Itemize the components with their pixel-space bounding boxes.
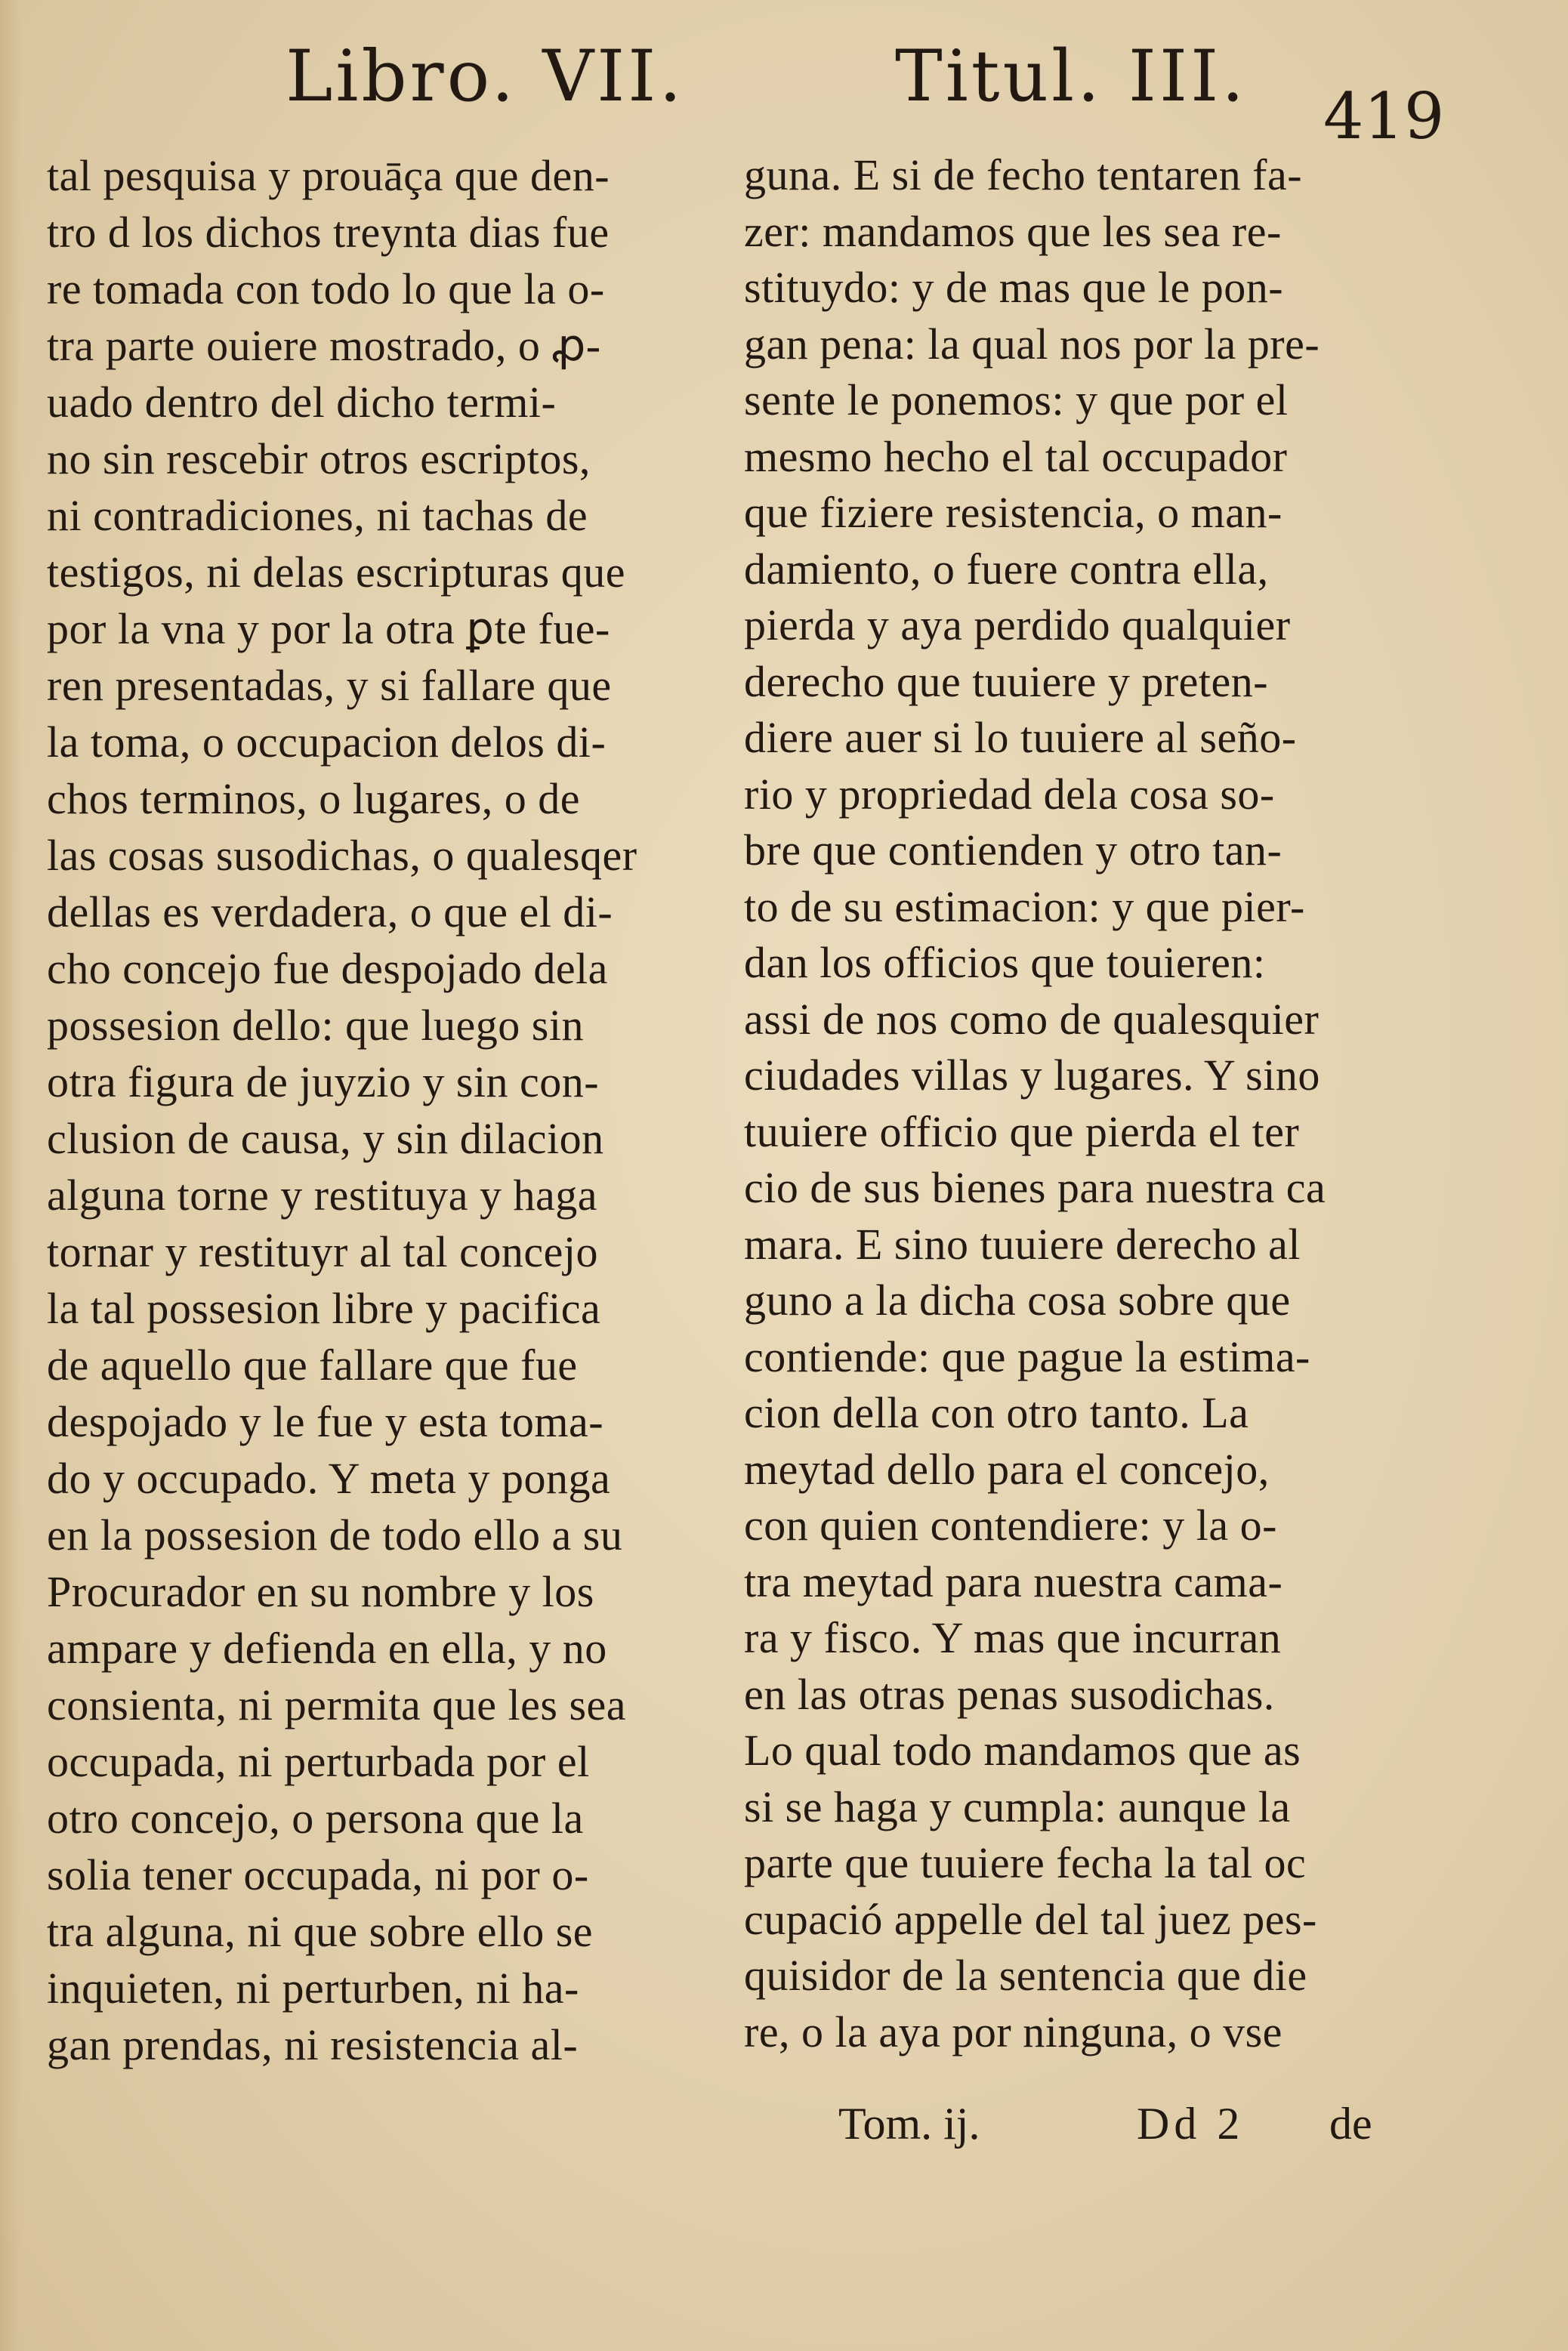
text-line: pierda y aya perdido qualquier: [744, 600, 1291, 649]
text-line: uado dentro del dicho termi-: [47, 378, 557, 427]
text-line: guno a la dicha cosa sobre que: [744, 1276, 1291, 1325]
text-line: si se haga y cumpla: aunque la: [744, 1782, 1291, 1831]
text-line: guna. E si de fecho tentaren fa-: [744, 150, 1303, 199]
text-line: otro concejo, o persona que la: [47, 1794, 584, 1843]
text-line: sente le ponemos: y que por el: [744, 375, 1289, 424]
text-line: bre que contienden y otro tan-: [744, 825, 1282, 875]
text-line: las cosas susodichas, o qualesqer: [47, 831, 637, 880]
text-line: por la vna y por la otra ꝑte fue-: [47, 604, 610, 653]
text-line: solia tener occupada, ni por o-: [47, 1850, 589, 1899]
text-line: chos terminos, o lugares, o de: [47, 774, 581, 823]
text-line: to de su estimacion: y que pier-: [744, 881, 1305, 931]
text-line: cio de sus bienes para nuestra ca: [744, 1163, 1326, 1212]
text-line: cho concejo fue despojado dela: [47, 944, 608, 993]
footer-signature: Dd 2: [1137, 2099, 1245, 2149]
text-line: gan prendas, ni resistencia al-: [47, 2020, 579, 2069]
text-column-left: [47, 147, 696, 2073]
text-line: derecho que tuuiere y preten-: [744, 656, 1269, 706]
text-line: damiento, o fuere contra ella,: [744, 544, 1269, 594]
running-head-book: Libro. VII.: [286, 35, 685, 118]
text-line: con quien contendiere: y la o-: [744, 1501, 1277, 1550]
text-line: tuuiere officio que pierda el ter: [744, 1106, 1300, 1156]
text-line: zer: mandamos que les sea re-: [744, 206, 1282, 256]
text-line: mesmo hecho el tal occupador: [744, 431, 1288, 481]
text-line: en las otras penas susodichas.: [744, 1669, 1275, 1719]
text-line: tornar y restituyr al tal concejo: [47, 1227, 598, 1276]
text-line: ampare y defienda en ella, y no: [47, 1624, 607, 1673]
text-line: que fiziere resistencia, o man-: [744, 488, 1282, 537]
text-line: gan pena: la qual nos por la pre-: [744, 319, 1320, 369]
text-line: en la possesion de todo ello a su: [47, 1510, 623, 1560]
text-line: tra meytad para nuestra cama-: [744, 1557, 1283, 1606]
text-line: cupació appelle del tal juez pes-: [744, 1894, 1317, 1944]
text-line: dellas es verdadera, o que el di-: [47, 887, 613, 936]
text-line: alguna torne y restituya y haga: [47, 1171, 597, 1220]
page-number: 419: [1323, 79, 1445, 153]
text-line: stituydo: y de mas que le pon-: [744, 263, 1284, 312]
text-line: no sin rescebir otros escriptos,: [47, 434, 591, 483]
text-column-right: [744, 147, 1428, 2060]
text-line: re, o la aya por ninguna, o vse: [744, 2007, 1282, 2056]
text-line: tra alguna, ni que sobre ello se: [47, 1907, 594, 1956]
text-line: ren presentadas, y si fallare que: [47, 661, 612, 710]
text-line: la tal possesion libre y pacifica: [47, 1284, 601, 1333]
text-line: occupada, ni perturbada por el: [47, 1737, 590, 1786]
footer-volume: Tom. ij.: [838, 2099, 980, 2149]
text-line: despojado y le fue y esta toma-: [47, 1397, 604, 1446]
footer-catchword: de: [1329, 2099, 1372, 2149]
text-line: testigos, ni delas escripturas que: [47, 548, 625, 597]
text-line: meytad dello para el concejo,: [744, 1444, 1270, 1494]
running-head-title: Titul. III.: [895, 35, 1248, 118]
text-line: contiende: que pague la estima-: [744, 1331, 1310, 1381]
text-line: mara. E sino tuuiere derecho al: [744, 1219, 1301, 1269]
text-line: clusion de causa, y sin dilacion: [47, 1114, 604, 1163]
text-line: dan los officios que touieren:: [744, 938, 1266, 987]
text-line: Procurador en su nombre y los: [47, 1567, 594, 1616]
text-line: consienta, ni permita que les sea: [47, 1680, 627, 1729]
text-line: tra parte ouiere mostrado, o ꝓ-: [47, 321, 601, 370]
text-line: do y occupado. Y meta y ponga: [47, 1454, 611, 1503]
text-line: de aquello que fallare que fue: [47, 1341, 578, 1390]
text-line: diere auer si lo tuuiere al seño-: [744, 713, 1297, 762]
page-edge-shadow: [0, 0, 21, 2351]
text-line: tal pesquisa y prouāça que den-: [47, 151, 610, 200]
text-line: ra y fisco. Y mas que incurran: [744, 1613, 1282, 1662]
text-line: rio y propriedad dela cosa so-: [744, 769, 1275, 819]
text-line: Lo qual todo mandamos que as: [744, 1726, 1301, 1775]
text-line: quisidor de la sentencia que die: [744, 1951, 1307, 2000]
text-line: inquieten, ni perturben, ni ha-: [47, 1964, 579, 2013]
text-line: parte que tuuiere fecha la tal oc: [744, 1838, 1307, 1887]
text-line: otra figura de juyzio y sin con-: [47, 1057, 600, 1106]
text-line: ciudades villas y lugares. Y sino: [744, 1051, 1320, 1100]
text-line: ni contradiciones, ni tachas de: [47, 491, 588, 540]
text-line: assi de nos como de qualesquier: [744, 994, 1320, 1044]
text-line: re tomada con todo lo que la o-: [47, 264, 605, 313]
text-line: la toma, o occupacion delos di-: [47, 717, 607, 767]
text-line: tro d los dichos treynta dias fue: [47, 208, 610, 257]
text-line: cion della con otro tanto. La: [744, 1388, 1249, 1437]
text-line: possesion dello: que luego sin: [47, 1001, 584, 1050]
